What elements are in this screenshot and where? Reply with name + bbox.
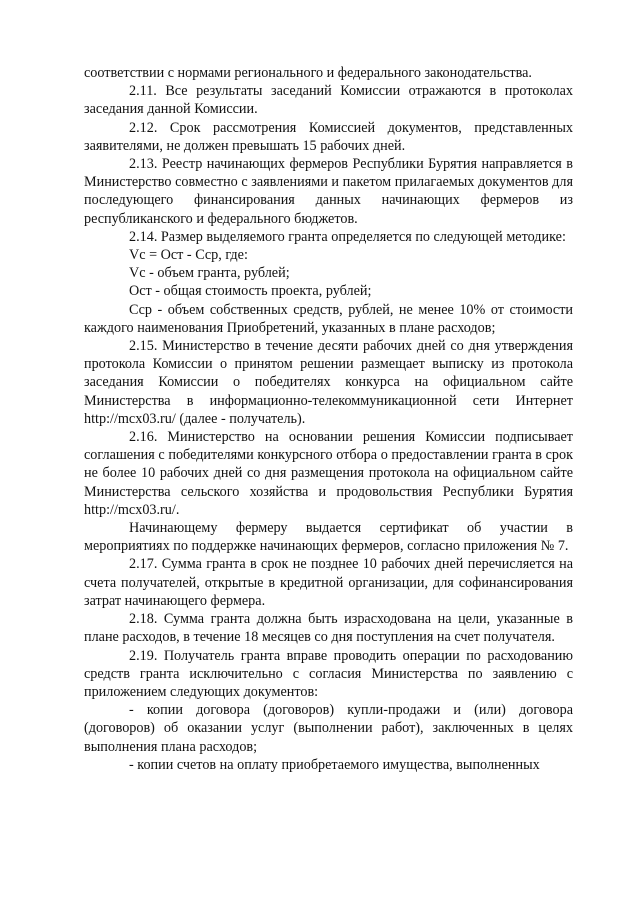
formula-definition-ost: Ост - общая стоимость проекта, рублей;: [129, 283, 372, 300]
clause-2-19: 2.19. Получатель гранта вправе проводить операции по расходованию средств гранта исключительно с согласия Министерства по заявлению с приложением следующих документов:: [84, 647, 573, 700]
list-item-contracts: - копии договора (договоров) купли-продажи и (или) договора (договоров) об оказании услуг (выполнении работ), заключенных в целях выполнения плана расходов;: [84, 702, 573, 755]
clause-2-11: 2.11. Все результаты заседаний Комиссии отражаются в протоколах заседания данной Комиссии.: [84, 83, 573, 118]
paragraph-continuation: соответствии с нормами регионального и федерального законодательства.: [84, 65, 532, 81]
formula-line: Vc = Ост - Сср, где:: [129, 247, 248, 264]
clause-2-18: 2.18. Сумма гранта должна быть израсходована на цели, указанные в плане расходов, в течение 18 месяцев со дня поступления на счет получателя.: [84, 611, 573, 646]
clause-2-13: 2.13. Реестр начинающих фермеров Республики Бурятия направляется в Министерство совместно с заявлениями и пакетом прилагаемых документов для последующего финансирования данных начинающих фермеров из республиканского и федерального бюджетов.: [84, 156, 573, 227]
clause-2-17: 2.17. Сумма гранта в срок не позднее 10 рабочих дней перечисляется на счета получателей, открытые в кредитной организации, для софинансирования затрат начинающего фермера.: [84, 556, 573, 609]
document-page: [84, 64, 573, 774]
clause-2-14: 2.14. Размер выделяемого гранта определяется по следующей методике:: [129, 228, 566, 245]
list-item-invoices: - копии счетов на оплату приобретаемого имущества, выполненных: [129, 756, 540, 773]
formula-definition-vc: Vc - объем гранта, рублей;: [129, 265, 290, 282]
clause-2-15: 2.15. Министерство в течение десяти рабочих дней со дня утверждения протокола Комиссии о принятом решении размещает выписку из протокола заседания Комиссии о победителях конкурса на официальном сайте Министерства в информационно-телекоммуникационной сети Интернет http://mcx03.ru/ (далее - получатель).: [84, 338, 573, 427]
formula-definition-ssr: Сср - объем собственных средств, рублей, не менее 10% от стоимости каждого наименования Приобретений, указанных в плане расходов;: [84, 301, 573, 336]
clause-2-12: 2.12. Срок рассмотрения Комиссией документов, представленных заявителями, не должен превышать 15 рабочих дней.: [84, 119, 573, 154]
clause-2-16: 2.16. Министерство на основании решения Комиссии подписывает соглашения с победителями конкурсного отбора о предоставлении гранта в срок не более 10 рабочих дней со дня размещения протокола на официальном сайте Министерства сельского хозяйства и продовольствия Республики Бурятия http://mcx03.ru/.: [84, 429, 573, 518]
certificate-paragraph: Начинающему фермеру выдается сертификат об участии в мероприятиях по поддержке начинающих фермеров, согласно приложения № 7.: [84, 520, 573, 555]
